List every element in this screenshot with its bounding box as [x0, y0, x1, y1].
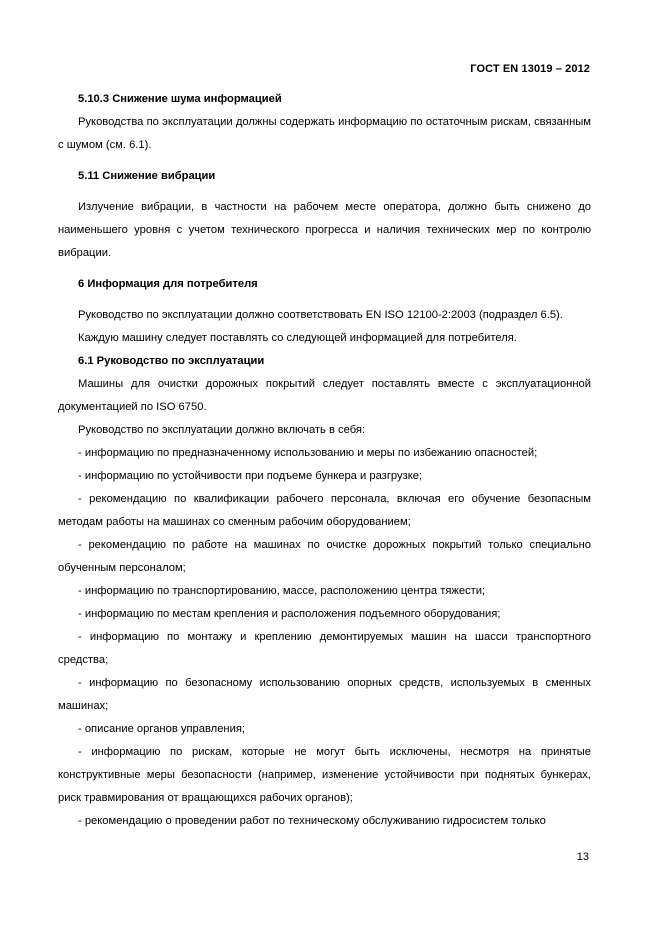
page-number: 13 — [576, 851, 589, 863]
paragraph: Каждую машину следует поставлять со следующей информацией для потребителя. — [78, 332, 517, 344]
paragraph: Руководство по эксплуатации должно включать в себя: — [78, 424, 366, 436]
list-item: - рекомендацию по работе на машинах по очистке дорожных покрытий только специально обученным персоналом; — [58, 539, 591, 574]
section-heading-6-1: 6.1 Руководство по эксплуатации — [78, 355, 265, 367]
list-item: - информацию по устойчивости при подъеме бункера и разгрузке; — [78, 470, 423, 482]
paragraph: Руководство по эксплуатации должно соответствовать EN ISO 12100-2:2003 (подраздел 6.5). — [78, 309, 563, 321]
list-item: - описание органов управления; — [78, 723, 246, 735]
list-item: - информацию по предназначенному использованию и меры по избежанию опасностей; — [78, 447, 538, 459]
standard-code-header: ГОСТ EN 13019 – 2012 — [470, 63, 590, 75]
section-heading-6: 6 Информация для потребителя — [78, 278, 258, 290]
paragraph: Излучение вибрации, в частности на рабочем месте оператора, должно быть снижено до наименьшего уровня с учетом технического прогресса и наличия технических мер по контролю вибрации. — [58, 201, 591, 259]
list-item: - информацию по безопасному использованию опорных средств, используемых в сменных машинах; — [58, 677, 591, 712]
paragraph: Машины для очистки дорожных покрытий следует поставлять вместе с эксплуатационной документацией по ISO 6750. — [58, 378, 591, 413]
document-body — [58, 88, 591, 833]
list-item: - информацию по монтажу и креплению демонтируемых машин на шасси транспортного средства; — [58, 631, 591, 666]
list-item: - информацию по транспортированию, массе, расположению центра тяжести; — [78, 585, 486, 597]
section-heading-5-10-3: 5.10.3 Снижение шума информацией — [78, 93, 282, 105]
list-item: - рекомендацию по квалификации рабочего персонала, включая его обучение безопасным методам работы на машинах со сменным рабочим оборудованием; — [58, 493, 591, 528]
list-item: - информацию по местам крепления и расположения подъемного оборудования; — [78, 608, 501, 620]
list-item: - информацию по рискам, которые не могут быть исключены, несмотря на принятые конструктивные меры безопасности (например, изменение устойчивости при поднятых бункерах, риск травмирования от вращающихся рабочих органов); — [58, 746, 591, 804]
paragraph: Руководства по эксплуатации должны содержать информацию по остаточным рискам, связанным с шумом (см. 6.1). — [58, 116, 591, 151]
section-heading-5-11: 5.11 Снижение вибрации — [78, 170, 216, 182]
list-item: - рекомендацию о проведении работ по техническому обслуживанию гидросистем только — [78, 815, 546, 827]
